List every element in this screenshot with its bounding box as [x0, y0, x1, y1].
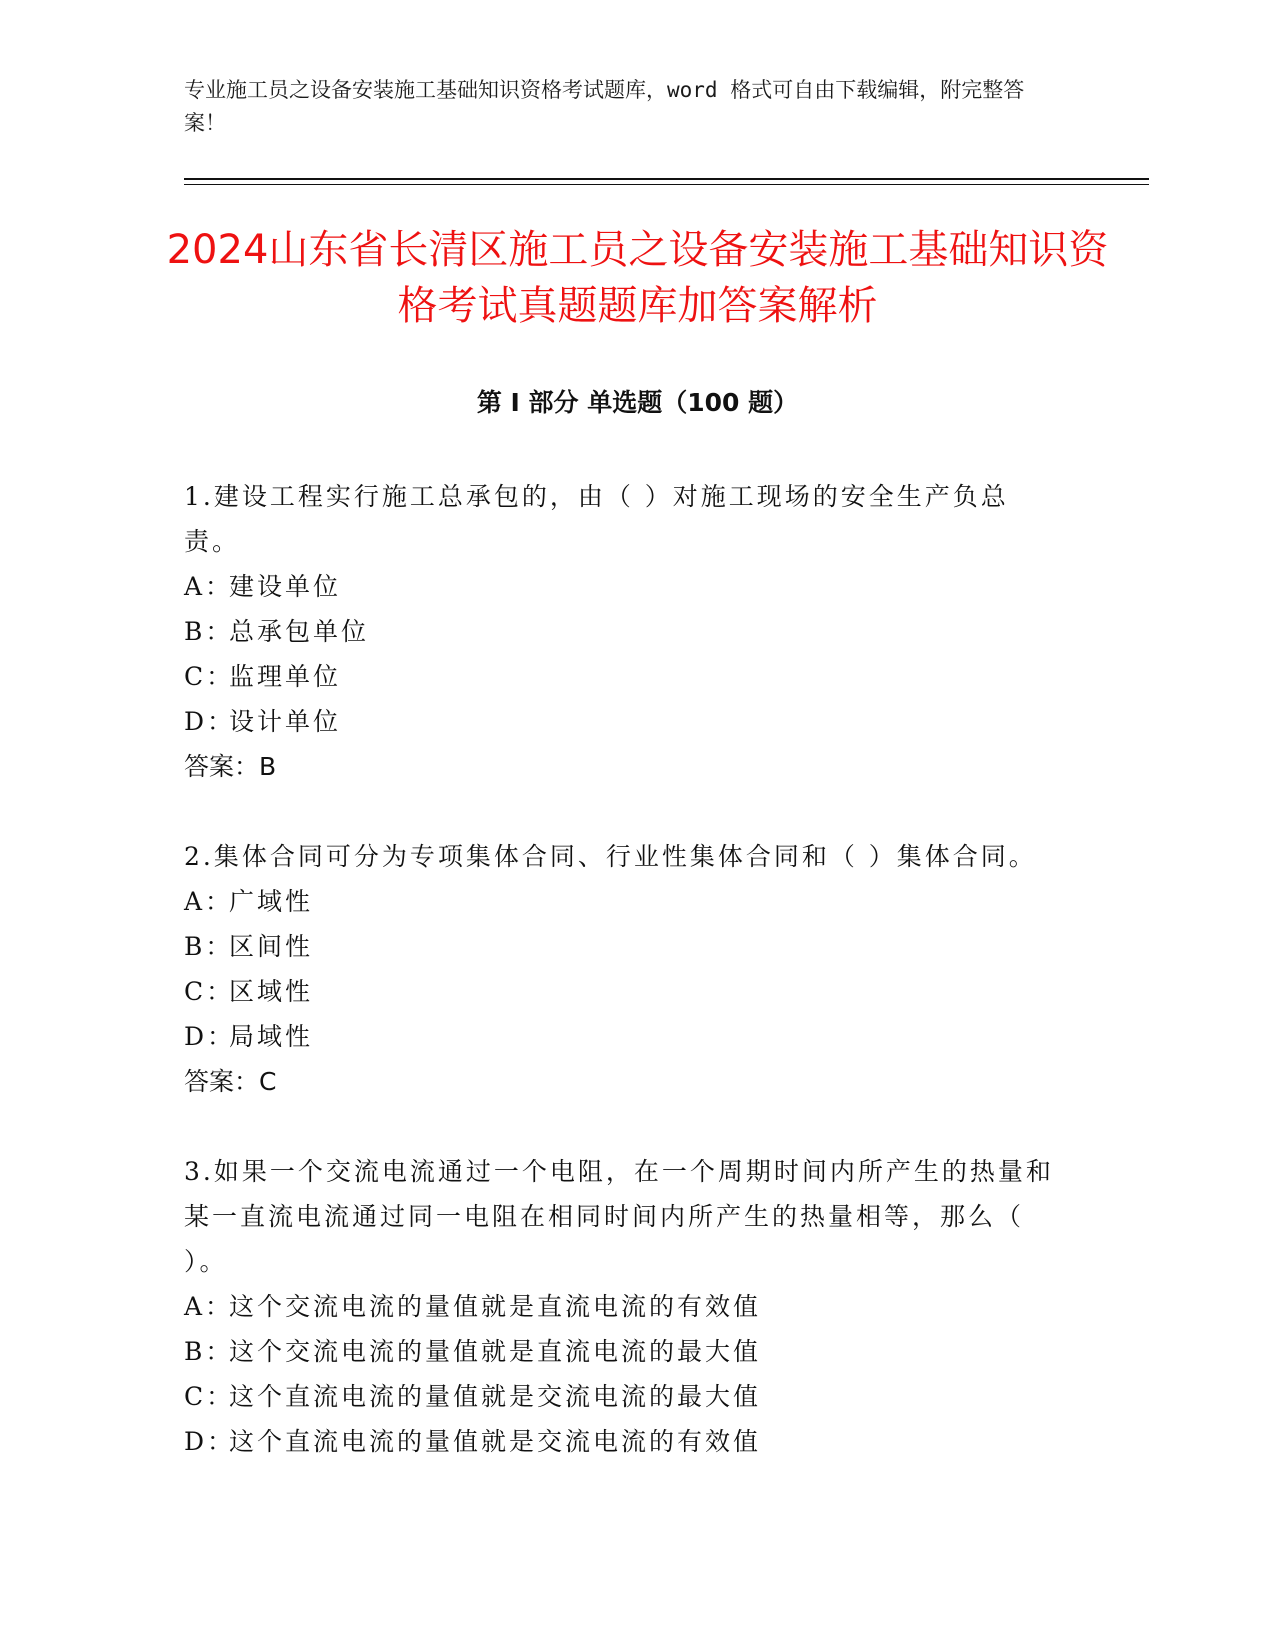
- option-text: 总承包单位: [229, 617, 370, 646]
- option-key: D：: [184, 1022, 236, 1051]
- option-b: [184, 1329, 1064, 1374]
- option-text: 设计单位: [229, 707, 342, 736]
- option-d: [184, 1014, 1064, 1059]
- option-b: [184, 924, 1064, 969]
- answer-line: 答案：C: [184, 1067, 277, 1096]
- header-rule-thick: [184, 178, 1149, 180]
- header-rule-thin: [184, 184, 1149, 185]
- option-key: D：: [184, 707, 236, 736]
- option-b: [184, 609, 1064, 654]
- question-2: [184, 834, 1064, 1104]
- document-title: 2024山东省长清区施工员之设备安装施工基础知识资格考试真题题库加答案解析: [166, 227, 1109, 329]
- option-key: A：: [184, 572, 234, 601]
- header-note: 专业施工员之设备安装施工基础知识资格考试题库，word 格式可自由下载编辑，附完整答案！: [184, 78, 1025, 135]
- option-text: 区间性: [229, 932, 314, 961]
- option-text: 这个直流电流的量值就是交流电流的最大值: [229, 1382, 762, 1411]
- question-3: [184, 1149, 1064, 1464]
- option-text: 区域性: [229, 977, 314, 1006]
- option-text: 局域性: [229, 1022, 314, 1051]
- option-d: [184, 1419, 1064, 1464]
- option-key: A：: [184, 1292, 234, 1321]
- section-title: 第 I 部分 单选题（100 题）: [476, 388, 799, 417]
- option-key: D：: [184, 1427, 236, 1456]
- option-key: A：: [184, 887, 234, 916]
- question-stem: 2.集体合同可分为专项集体合同、行业性集体合同和（ ）集体合同。: [184, 842, 1037, 871]
- question-1: [184, 474, 1064, 789]
- answer-line: 答案：B: [184, 752, 277, 781]
- option-key: B：: [184, 932, 234, 961]
- option-a: [184, 1284, 1064, 1329]
- question-list: [184, 474, 1064, 1509]
- option-c: [184, 1374, 1064, 1419]
- option-a: [184, 564, 1064, 609]
- option-key: C：: [184, 662, 235, 691]
- option-text: 这个交流电流的量值就是直流电流的有效值: [229, 1292, 762, 1321]
- option-text: 建设单位: [229, 572, 342, 601]
- option-c: [184, 969, 1064, 1014]
- option-key: C：: [184, 977, 235, 1006]
- option-key: B：: [184, 617, 234, 646]
- option-text: 这个交流电流的量值就是直流电流的最大值: [229, 1337, 762, 1366]
- option-c: [184, 654, 1064, 699]
- option-d: [184, 699, 1064, 744]
- option-text: 广域性: [229, 887, 314, 916]
- option-a: [184, 879, 1064, 924]
- option-key: B：: [184, 1337, 234, 1366]
- option-text: 监理单位: [229, 662, 342, 691]
- question-stem: 3.如果一个交流电流通过一个电阻，在一个周期时间内所产生的热量和某一直流电流通过同一电阻在相同时间内所产生的热量相等，那么（ ）。: [184, 1157, 1054, 1276]
- option-text: 这个直流电流的量值就是交流电流的有效值: [229, 1427, 762, 1456]
- question-stem: 1.建设工程实行施工总承包的，由（ ）对施工现场的安全生产负总责。: [184, 482, 1009, 556]
- option-key: C：: [184, 1382, 235, 1411]
